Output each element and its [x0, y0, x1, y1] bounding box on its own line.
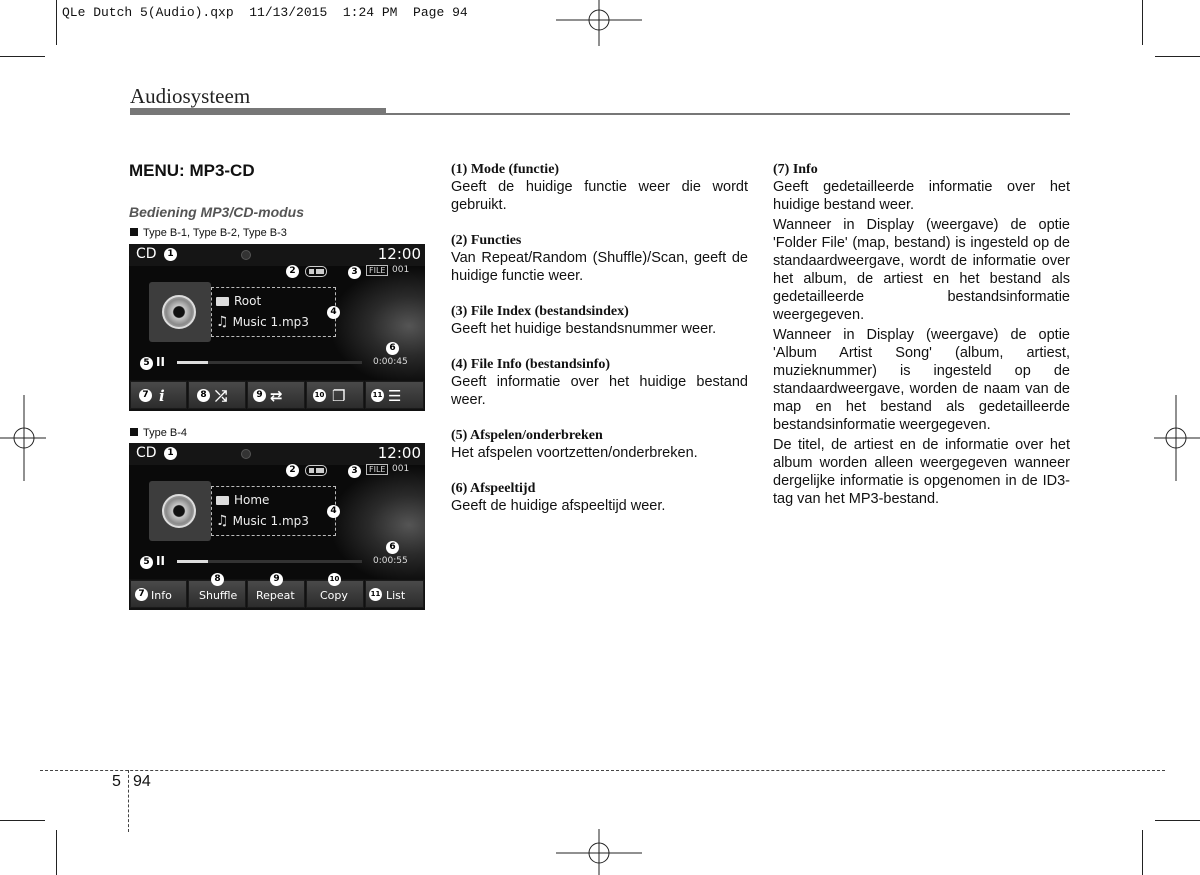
item-mode [451, 161, 748, 214]
copy-label: Copy [320, 589, 348, 602]
track-row: ♫ Music 1.mp3 [216, 314, 309, 330]
clock: 12:00 [377, 245, 421, 263]
callout-11: 11 [371, 389, 384, 402]
callout-6: 6 [386, 541, 399, 554]
crop-mark [1155, 820, 1200, 821]
crop-mark [56, 830, 57, 875]
running-head: Audiosysteem [130, 84, 251, 108]
folder-icon [216, 496, 229, 505]
status-dot-icon [241, 250, 251, 260]
crop-mark [0, 56, 45, 57]
callout-11: 11 [369, 588, 382, 601]
registration-mark-bottom [556, 829, 642, 875]
file-index: 001 [392, 464, 410, 474]
column-2 [451, 161, 748, 533]
registration-mark-right [1154, 395, 1200, 481]
file-info-box[interactable] [211, 486, 336, 536]
item-text: Het afspelen voortzetten/onderbreken. [451, 445, 698, 461]
progress-bar[interactable] [177, 560, 362, 563]
item-afspelen [451, 427, 748, 462]
folder-row: Root [216, 294, 261, 308]
repeat-button[interactable] [247, 381, 305, 409]
info-button[interactable] [130, 580, 187, 608]
item-text: Van Repeat/Random (Shuffle)/Scan, geeft de huidige functie weer. [451, 250, 748, 284]
column-3 [773, 161, 1070, 510]
crop-mark [56, 0, 57, 45]
item-heading: (2) Functies [451, 233, 522, 248]
item-afspeeltijd [451, 480, 748, 515]
item-heading: (4) File Info (bestandsinfo) [451, 357, 611, 372]
callout-4: 4 [327, 505, 340, 518]
progress-fill [177, 560, 208, 563]
type-label: Type B-4 [130, 427, 187, 439]
subsection-title: Bediening MP3/CD-modus [129, 204, 305, 220]
crop-mark [1142, 0, 1143, 45]
callout-1: 1 [164, 447, 177, 460]
item-text: Geeft het huidige bestandsnummer weer. [451, 321, 717, 337]
list-button[interactable] [365, 580, 424, 608]
file-index: 001 [392, 265, 410, 275]
callout-10: 10 [313, 389, 326, 402]
copy-button[interactable] [306, 575, 364, 608]
callout-10: 10 [328, 573, 341, 586]
file-info-box[interactable] [211, 287, 336, 337]
list-icon: ☰ [388, 387, 402, 405]
item-heading: (6) Afspeeltijd [451, 481, 536, 496]
folder-icon [216, 297, 229, 306]
disc-icon [162, 295, 196, 329]
square-bullet-icon [130, 228, 138, 236]
screen-type-b4 [129, 443, 425, 610]
button-bar [129, 574, 425, 610]
callout-5: 5 [140, 556, 153, 569]
copy-icon: ❐ [332, 387, 346, 405]
copy-button[interactable] [306, 381, 364, 409]
button-bar [129, 380, 425, 411]
item-text: Geeft de huidige functie weer die wordt gebruikt. [451, 179, 748, 213]
file-tag: FILE [366, 464, 388, 475]
callout-9: 9 [270, 573, 283, 586]
registration-mark-left [0, 395, 46, 481]
shuffle-icon: ⤮ [215, 387, 228, 405]
list-button[interactable] [365, 381, 424, 409]
folder-row: Home [216, 493, 269, 507]
crop-mark [0, 820, 45, 821]
item-functies [451, 232, 748, 285]
music-note-icon: ♫ [216, 314, 229, 330]
callout-9: 9 [253, 389, 266, 402]
repeat-label: Repeat [256, 589, 295, 602]
callout-7: 7 [139, 389, 152, 402]
clock: 12:00 [377, 444, 421, 462]
callout-2: 2 [286, 464, 299, 477]
repeat-button[interactable] [247, 574, 305, 608]
shuffle-label: Shuffle [199, 589, 238, 602]
callout-6: 6 [386, 342, 399, 355]
album-art [149, 282, 211, 342]
progress-bar[interactable] [177, 361, 362, 364]
disc-icon [162, 494, 196, 528]
info-label: Info [151, 589, 172, 602]
info-icon: i [159, 387, 165, 405]
crop-mark [1155, 56, 1200, 57]
callout-3: 3 [348, 266, 361, 279]
printer-slug: QLe Dutch 5(Audio).qxp 11/13/2015 1:24 PM Page 94 [62, 5, 468, 20]
callout-1: 1 [164, 248, 177, 261]
callout-2: 2 [286, 265, 299, 278]
album-art [149, 481, 211, 541]
elapsed-time: 0:00:45 [373, 357, 408, 367]
callout-3: 3 [348, 465, 361, 478]
music-note-icon: ♫ [216, 513, 229, 529]
mode-indicator-icon [305, 465, 327, 476]
list-label: List [386, 589, 406, 602]
info-button[interactable] [130, 381, 187, 409]
callout-7: 7 [135, 588, 148, 601]
status-dot-icon [241, 449, 251, 459]
info-paragraph: Wanneer in Display (weergave) de optie 'Album Artist Song' (album, artiest, muzieknummer) is ingesteld op de standaardweergave, worden de naam van de map en het bestand als gedetailleerde bestandsinformatie weergegeven. [773, 327, 1070, 433]
callout-8: 8 [197, 389, 210, 402]
mode-indicator-icon [305, 266, 327, 277]
header-rule-accent [130, 108, 386, 115]
item-file-index [451, 303, 748, 338]
crop-mark [1142, 830, 1143, 875]
item-heading: (7) Info [773, 162, 818, 177]
file-tag: FILE [366, 265, 388, 276]
registration-mark-top [556, 0, 642, 46]
item-text: Geeft de huidige afspeeltijd weer. [451, 498, 666, 514]
page-number: 94 [133, 773, 151, 790]
shuffle-button[interactable] [188, 381, 246, 409]
info-paragraph: De titel, de artiest en de informatie over het album worden alleen weergegeven wanneer dergelijke informatie is opgenomen in de ID3-tag van het MP3-bestand. [773, 437, 1070, 507]
callout-8: 8 [211, 573, 224, 586]
chapter-number: 5 [112, 773, 121, 790]
callout-5: 5 [140, 357, 153, 370]
background-glow [329, 465, 425, 585]
item-text: Geeft informatie over het huidige bestand weer. [451, 374, 748, 408]
repeat-icon: ⇄ [270, 387, 283, 405]
source-label: CD [136, 246, 157, 262]
callout-4: 4 [327, 306, 340, 319]
background-glow [329, 266, 425, 386]
item-heading: (5) Afspelen/onderbreken [451, 428, 603, 443]
screen-type-b1 [129, 244, 425, 411]
type-label: Type B-1, Type B-2, Type B-3 [130, 227, 287, 239]
pause-icon[interactable]: II [156, 355, 165, 369]
shuffle-button[interactable] [188, 574, 246, 608]
pause-icon[interactable]: II [156, 554, 165, 568]
footer-divider [128, 770, 129, 832]
footer-rule [40, 770, 1165, 771]
elapsed-time: 0:00:55 [373, 556, 408, 566]
square-bullet-icon [130, 428, 138, 436]
item-file-info [451, 356, 748, 409]
source-label: CD [136, 445, 157, 461]
item-heading: (3) File Index (bestandsindex) [451, 304, 629, 319]
item-heading: (1) Mode (functie) [451, 162, 560, 177]
progress-fill [177, 361, 208, 364]
section-title: MENU: MP3-CD [129, 161, 255, 180]
track-row: ♫ Music 1.mp3 [216, 513, 309, 529]
info-paragraph: Geeft gedetailleerde informatie over het huidige bestand weer. [773, 179, 1070, 213]
info-paragraph: Wanneer in Display (weergave) de optie 'Folder File' (map, bestand) is ingesteld op de standaardweergave, wordt de informatie over het album, de artiest en het bestand als gedetailleerde bestandsinformatie weergegeven. [773, 217, 1070, 323]
